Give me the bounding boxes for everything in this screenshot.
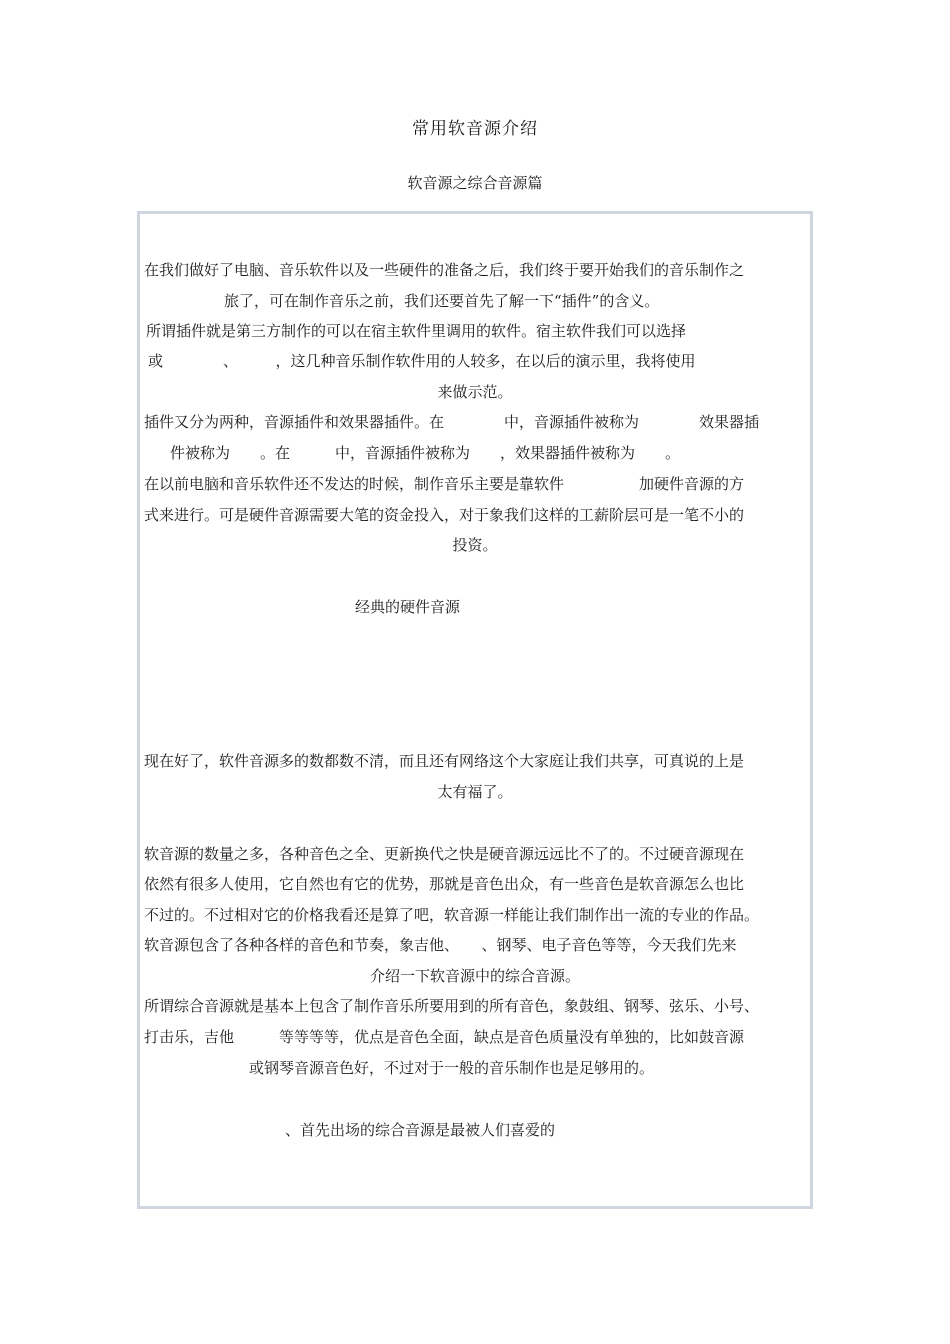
general-source-line-1: 所谓综合音源就是基本上包含了制作音乐所要用到的所有音色，象鼓组、钢琴、弦乐、小号、	[144, 997, 760, 1015]
history-line-2: 式来进行。可是硬件音源需要大笔的资金投入，对于象我们这样的工薪阶层可是一笔不小的	[144, 506, 745, 524]
intro-line-2: 旅了，可在制作音乐之前，我们还要首先了解一下“插件”的含义。	[224, 292, 660, 310]
soft-vs-hard-line-5: 介绍一下软音源中的综合音源。	[369, 967, 580, 985]
document-subtitle: 软音源之综合音源篇	[407, 174, 543, 192]
plugin-def-line-1: 所谓插件就是第三方制作的可以在宿主软件里调用的软件。宿主软件我们可以选择	[146, 322, 687, 340]
plugin-types-line-2: 件被称为 。在 中，音源插件被称为 ，效果器插件被称为 。	[170, 444, 681, 462]
general-source-line-2: 打击乐，吉他 等等等等，优点是音色全面，缺点是音色质量没有单独的，比如鼓音源	[144, 1028, 745, 1046]
plugin-types-line-1: 插件又分为两种，音源插件和效果器插件。在 中，音源插件被称为 效果器插	[144, 413, 760, 431]
general-source-line-3: 或钢琴音源音色好，不过对于一般的音乐制作也是足够用的。	[249, 1059, 655, 1077]
history-line-3: 投资。	[452, 536, 498, 554]
soft-vs-hard-line-1: 软音源的数量之多，各种音色之全、更新换代之快是硬音源远远比不了的。不过硬音源现在	[144, 845, 745, 863]
now-line-2: 太有福了。	[437, 783, 513, 801]
history-line-1: 在以前电脑和音乐软件还不发达的时候，制作音乐主要是靠软件 加硬件音源的方	[144, 475, 745, 493]
intro-line-1: 在我们做好了电脑、音乐软件以及一些硬件的准备之后，我们终于要开始我们的音乐制作之	[144, 261, 745, 279]
soft-vs-hard-line-2: 依然有很多人使用，它自然也有它的优势，那就是音色出众，有一些音色是软音源怎么也比	[144, 875, 745, 893]
now-line-1: 现在好了，软件音源多的数都数不清，而且还有网络这个大家庭让我们共享，可真说的上是	[144, 752, 745, 770]
soft-vs-hard-line-4: 软音源包含了各种各样的音色和节奏，象吉他、 、钢琴、电子音色等等，今天我们先来	[144, 936, 737, 954]
first-item-line: 、首先出场的综合音源是最被人们喜爱的	[285, 1121, 556, 1139]
hardware-image-caption: 经典的硬件音源	[355, 598, 461, 616]
document-title: 常用软音源介绍	[412, 119, 538, 139]
plugin-def-line-2: 或 、 ，这几种音乐制作软件用的人较多，在以后的演示里，我将使用	[148, 352, 696, 370]
plugin-def-line-3: 来做示范。	[437, 383, 513, 401]
soft-vs-hard-line-3: 不过的。不过相对它的价格我看还是算了吧，软音源一样能让我们制作出一流的专业的作品。	[144, 906, 760, 924]
